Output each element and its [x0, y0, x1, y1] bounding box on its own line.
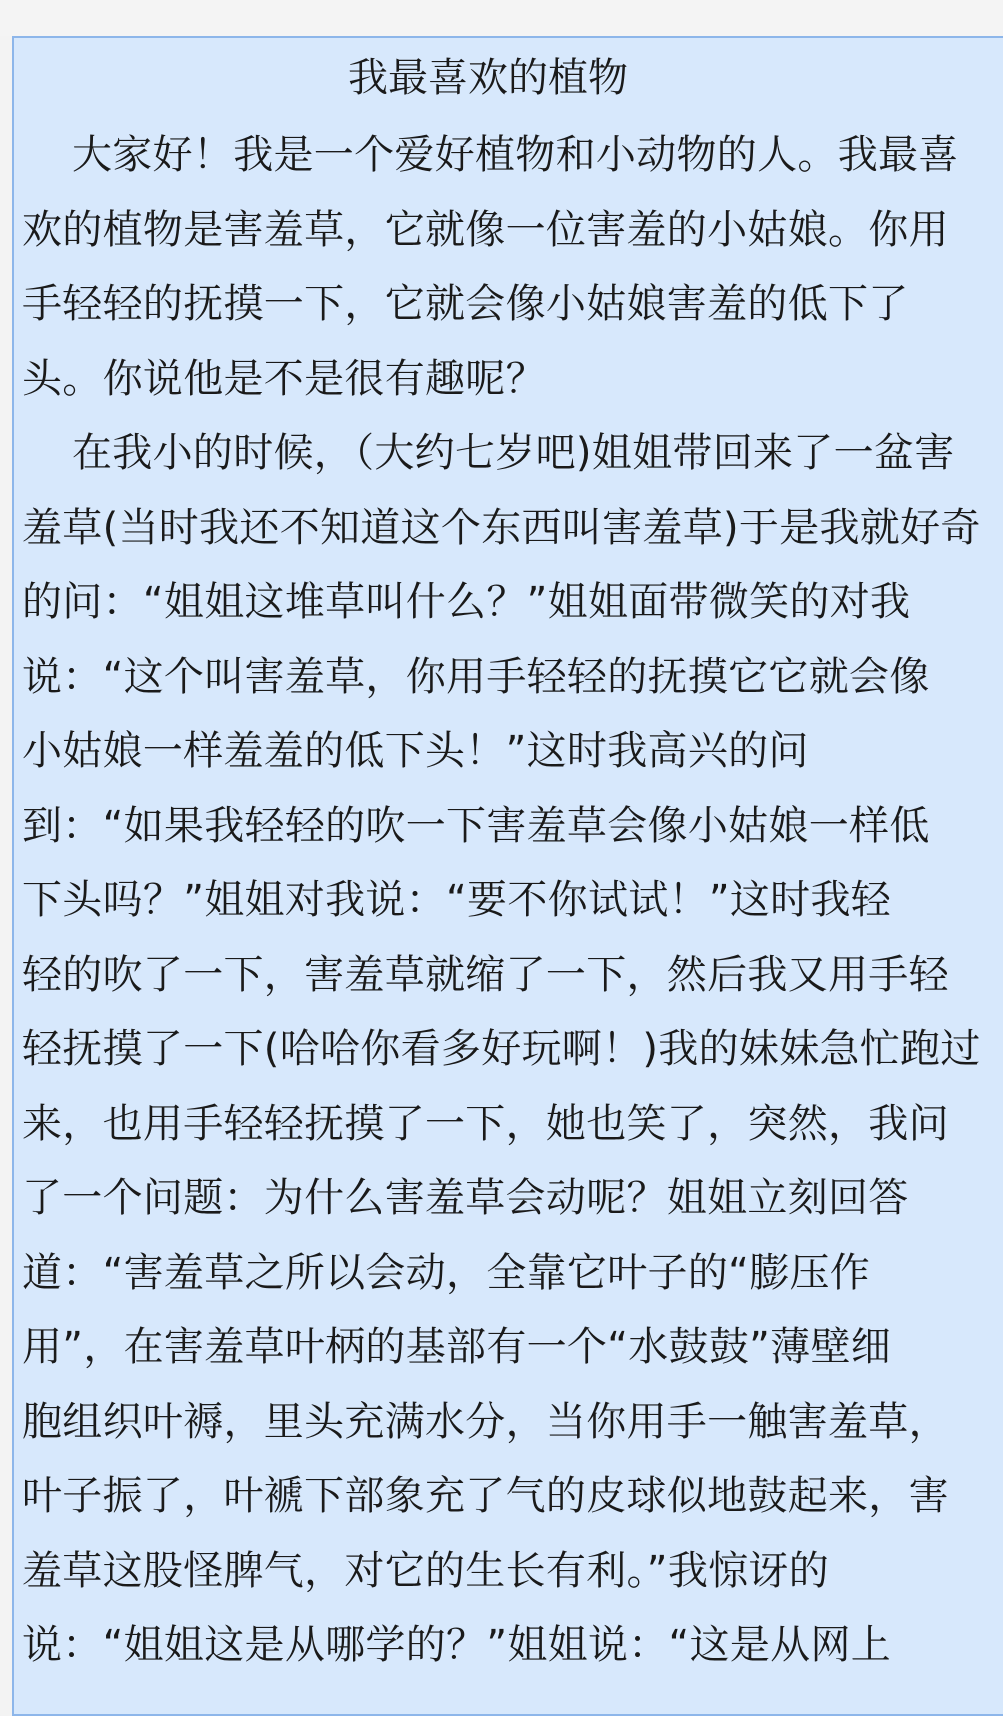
text-line: 来，也用手轻轻抚摸了一下，她也笑了，突然，我问	[22, 1100, 949, 1147]
text-line: 胞组织叶褥，里头充满水分，当你用手一触害羞草，	[22, 1398, 949, 1445]
text-line: 的问：“姐姐这堆草叫什么？”姐姐面带微笑的对我	[22, 579, 911, 625]
text-line: 了一个问题：为什么害羞草会动呢？姐姐立刻回答	[22, 1175, 909, 1221]
text-line: 到：“如果我轻轻的吹一下害羞草会像小姑娘一样低	[22, 802, 930, 849]
document-body	[14, 118, 1003, 1683]
text-line: 说：“这个叫害羞草，你用手轻轻的抚摸它它就会像	[22, 653, 930, 700]
text-line: 羞草这股怪脾气，对它的生长有利。”我惊讶的	[22, 1547, 830, 1594]
text-line: 轻抚摸了一下(哈哈你看多好玩啊！)我的妹妹急忙跑过	[22, 1026, 981, 1072]
text-line: 大家好！我是一个爱好植物和小动物的人。我最喜	[72, 132, 959, 178]
text-line: 羞草(当时我还不知道这个东西叫害羞草)于是我就好奇	[22, 504, 981, 551]
text-line: 下头吗？”姐姐对我说：“要不你试试！”这时我轻	[22, 877, 892, 923]
text-line: 道：“害羞草之所以会动，全靠它叶子的“膨压作	[22, 1249, 871, 1296]
text-line: 用”，在害羞草叶柄的基部有一个“水鼓鼓”薄壁细	[22, 1324, 892, 1370]
text-line: 小姑娘一样羞羞的低下头！”这时我高兴的问	[22, 728, 809, 774]
text-line: 头。你说他是不是很有趣呢？	[22, 355, 546, 402]
text-line: 叶子振了，叶褫下部象充了气的皮球似地鼓起来，害	[22, 1473, 949, 1519]
document-title: 我最喜欢的植物	[348, 55, 628, 101]
text-line: 欢的植物是害羞草，它就像一位害羞的小姑娘。你用	[22, 206, 949, 253]
document-panel	[12, 36, 1003, 1716]
top-toolbar-strip	[0, 0, 1003, 36]
text-line: 在我小的时候，（大约七岁吧)姐姐带回来了一盆害	[72, 430, 955, 476]
text-line: 轻的吹了一下，害羞草就缩了一下，然后我又用手轻	[22, 951, 949, 998]
text-line: 手轻轻的抚摸一下，它就会像小姑娘害羞的低下了	[22, 281, 909, 327]
text-line: 说：“姐姐这是从哪学的？”姐姐说：“这是从网上	[22, 1622, 892, 1668]
